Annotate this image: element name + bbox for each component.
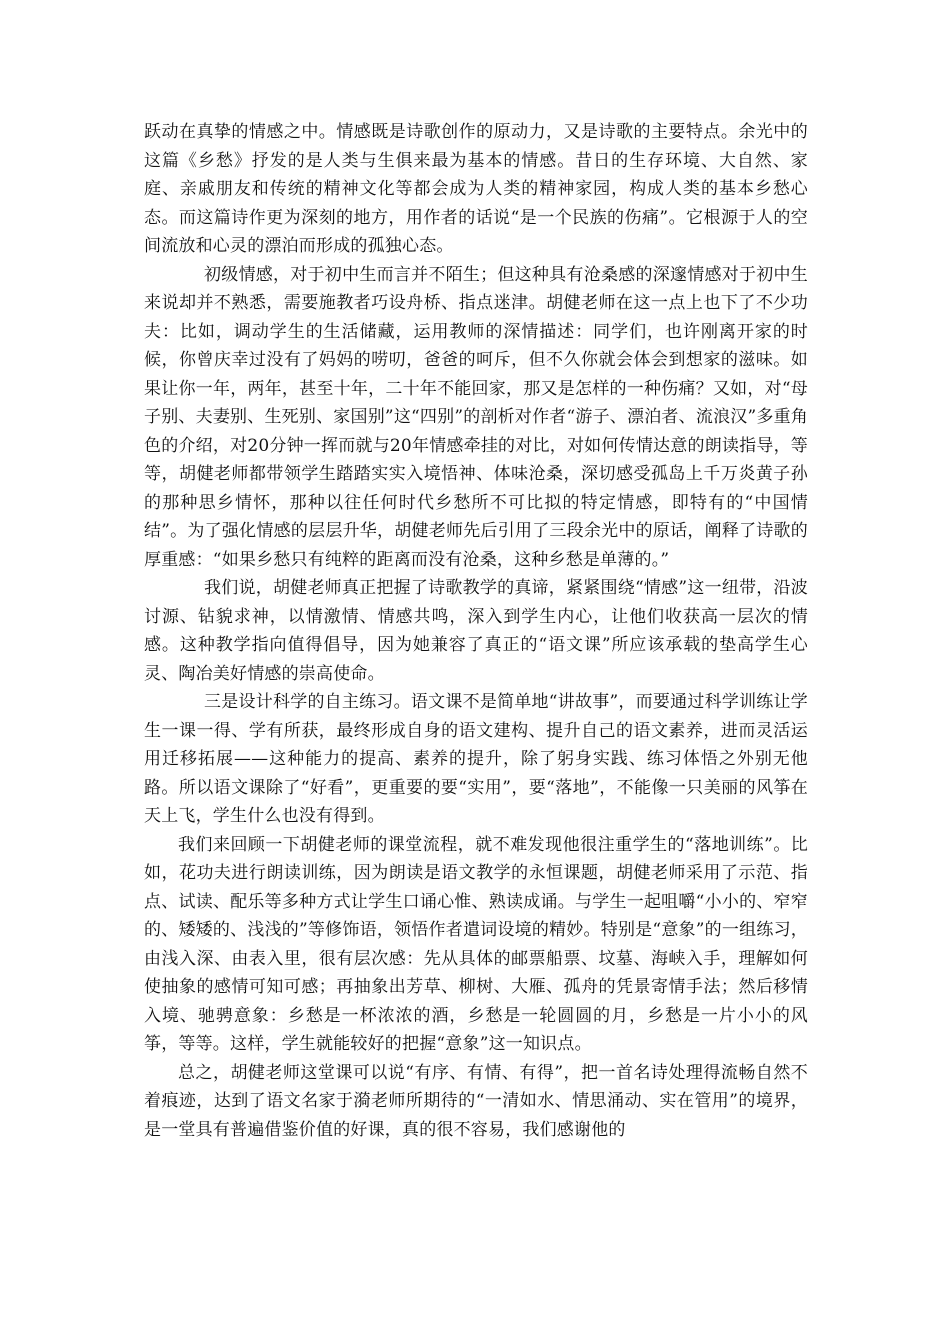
paragraph-4: 三是设计科学的自主练习。语文课不是简单地“讲故事”，而要通过科学训练让学生一课一得、学有所获，最终形成自身的语文建构、提升自己的语文素养，进而灵活运用迁移拓展——这种能力的提高、素养的提升，除了躬身实践、练习体悟之外别无他路。所以语文课除了“好看”，更重要的要“实用”，要“落地”，不能像一只美丽的风筝在天上飞，学生什么也没有得到。 [144, 692, 808, 826]
paragraph-1: 跃动在真挚的情感之中。情感既是诗歌创作的原动力，又是诗歌的主要特点。余光中的这篇《乡愁》抒发的是人类与生俱来最为基本的情感。昔日的生存环境、大自然、家庭、亲戚朋友和传统的精神文化等都会成为人类的精神家园，构成人类的基本乡愁心态。而这篇诗作更为深刻的地方，用作者的话说“是一个民族的伤痛”。它根源于人的空间流放和心灵的漂泊而形成的孤独心态。 [144, 122, 808, 256]
paragraph-3: 我们说，胡健老师真正把握了诗歌教学的真谛，紧紧围绕“情感”这一纽带，沿波讨源、钻貌求神，以情激情、情感共鸣，深入到学生内心，让他们收获高一层次的情感。这种教学指向值得倡导，因为她兼容了真正的“语文课”所应该承载的垫高学生心灵、陶冶美好情感的崇高使命。 [144, 578, 808, 684]
paragraph-5: 我们来回顾一下胡健老师的课堂流程，就不难发现他很注重学生的“落地训练”。比如，花功夫进行朗读训练，因为朗读是语文教学的永恒课题，胡健老师采用了示范、指点、试读、配乐等多种方式让学生口诵心惟、熟读成诵。与学生一起咀嚼“小小的、窄窄的、矮矮的、浅浅的”等修饰语，领悟作者遣词设境的精妙。特别是“意象”的一组练习，由浅入深、由表入里，很有层次感：先从具体的邮票船票、坟墓、海峡入手，理解如何使抽象的感情可知可感；再抽象出芳草、柳树、大雁、孤舟的凭景寄情手法；然后移情入境、驰骋意象：乡愁是一杯浓浓的酒，乡愁是一轮圆圆的月，乡愁是一片小小的风筝，等等。这样，学生就能较好的把握“意象”这一知识点。 [144, 834, 808, 1054]
document-page [144, 118, 808, 1144]
paragraph-6: 总之，胡健老师这堂课可以说“有序、有情、有得”，把一首名诗处理得流畅自然不着痕迹，达到了语文名家于漪老师所期待的“一清如水、情思涌动、实在管用”的境界，是一堂具有普遍借鉴价值的好课，真的很不容易，我们感谢他的 [144, 1062, 808, 1140]
paragraph-2: 初级情感，对于初中生而言并不陌生；但这种具有沧桑感的深邃情感对于初中生来说却并不熟悉，需要施教者巧设舟桥、指点迷津。胡健老师在这一点上也下了不少功夫：比如，调动学生的生活储藏，运用教师的深情描述：同学们，也许刚离开家的时候，你曾庆幸过没有了妈妈的唠叨，爸爸的呵斥，但不久你就会体会到想家的滋味。如果让你一年，两年，甚至十年，二十年不能回家，那又是怎样的一种伤痛？又如，对“母子别、夫妻别、生死别、家国别”这“四别”的剖析对作者“游子、漂泊者、流浪汉”多重角色的介绍，对20分钟一挥而就与20年情感牵挂的对比，对如何传情达意的朗读指导，等等，胡健老师都带领学生踏踏实实入境悟神、体味沧桑，深切感受孤岛上千万炎黄子孙的那种思乡情怀，那种以往任何时代乡愁所不可比拟的特定情感，即特有的“中国情结”。为了强化情感的层层升华，胡健老师先后引用了三段余光中的原话，阐释了诗歌的厚重感：“如果乡愁只有纯粹的距离而没有沧桑，这种乡愁是单薄的。” [144, 264, 808, 570]
